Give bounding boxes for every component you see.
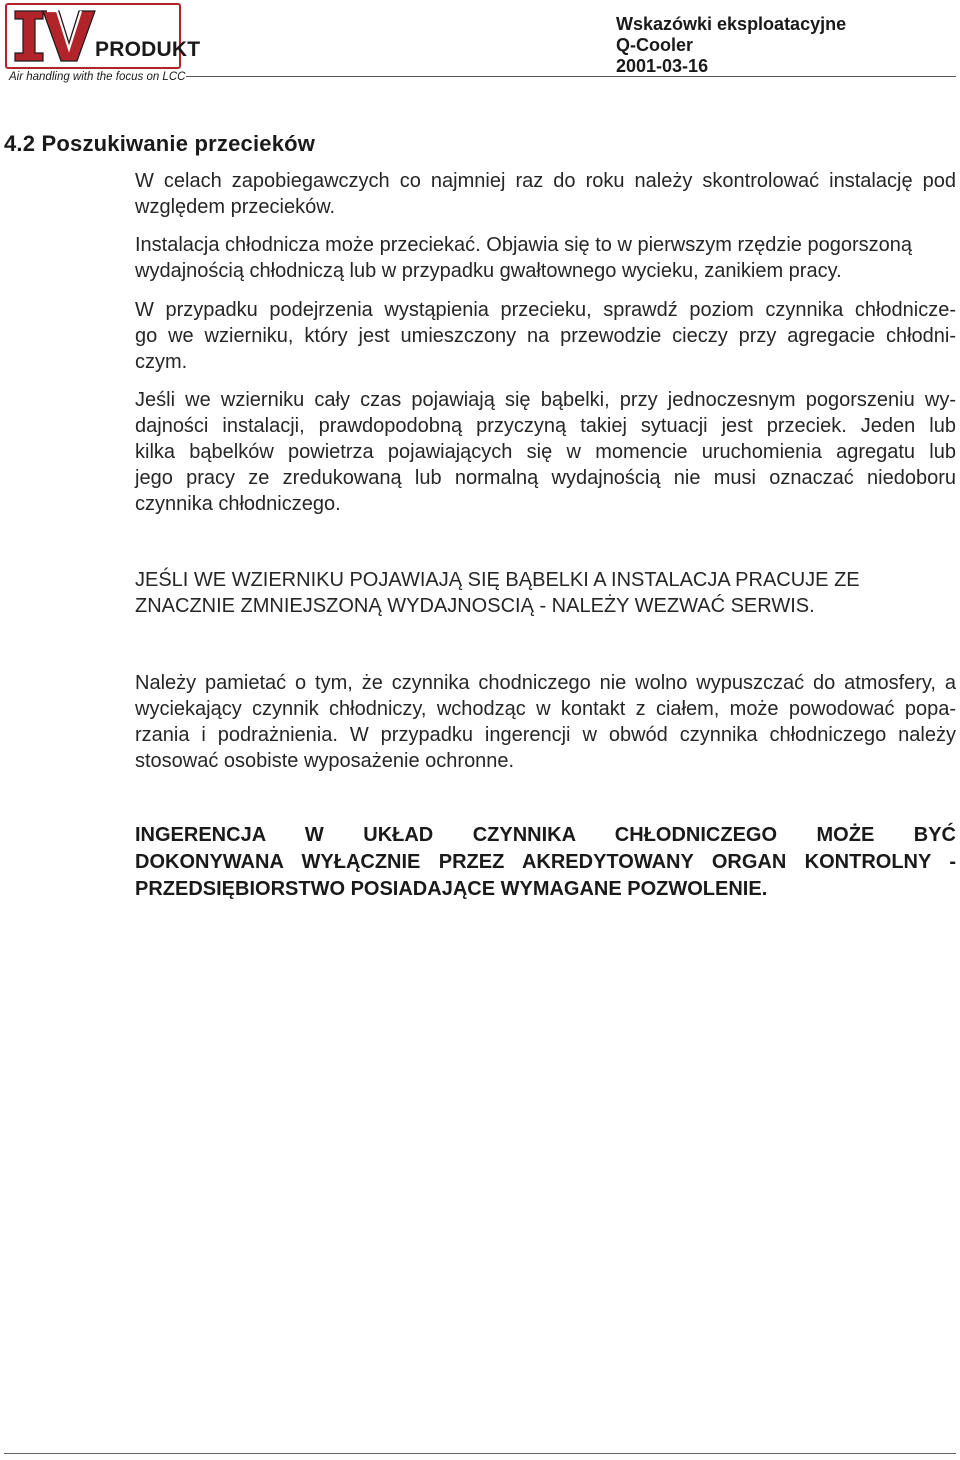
text-line: INGERENCJA W UKŁAD CZYNNIKA CHŁODNICZEGO MOŻE BYĆ bbox=[135, 824, 956, 846]
text-line: go we wzierniku, który jest umieszczony na przewodzie cieczy przy agregacie chłodni- bbox=[135, 325, 956, 347]
text-line: wyciekający czynnik chłodniczy, wchodząc w kontakt z ciałem, może powodować popa- bbox=[135, 698, 956, 720]
text-line: W przypadku podejrzenia wystąpienia przecieku, sprawdź poziom czynnika chłodnicze- bbox=[135, 299, 956, 321]
text-line: rzania i podrażnienia. W przypadku ingerencji w obwód czynnika chłodniczego należy bbox=[135, 724, 956, 746]
text-line: jego pracy ze zredukowaną lub normalną wydajnością nie musi oznaczać niedoboru bbox=[135, 467, 956, 489]
iv-logo-mark-icon bbox=[13, 9, 97, 63]
section-title: 4.2 Poszukiwanie przecieków bbox=[4, 131, 316, 156]
text-line: JEŚLI WE WZIERNIKU POJAWIAJĄ SIĘ BĄBELKI A INSTALACJA PRACUJE ZE bbox=[135, 569, 860, 591]
product-name: Q-Cooler bbox=[616, 35, 694, 55]
text-line: kilka bąbelków powietrza pojawiających się w momencie uruchomienia agregatu lub bbox=[135, 441, 956, 463]
text-line: stosować osobiste wyposażenie ochronne. bbox=[135, 750, 515, 772]
doc-title: Wskazówki eksploatacyjne bbox=[616, 14, 847, 34]
logo-frame bbox=[5, 3, 201, 69]
text-line: Instalacja chłodnicza może przeciekać. Objawia się to w pierwszym rzędzie pogorszoną bbox=[135, 234, 913, 256]
text-line: W celach zapobiegawczych co najmniej raz do roku należy skontrolować instalację pod bbox=[135, 170, 956, 192]
paragraph-sight-glass-check bbox=[135, 297, 956, 375]
paragraph-inspection bbox=[135, 168, 956, 220]
doc-date: 2001-03-16 bbox=[616, 56, 709, 76]
text-line: czynnika chłodniczego. bbox=[135, 493, 341, 515]
paragraph-bubbles bbox=[135, 387, 956, 517]
paragraph-authorized-warning bbox=[135, 822, 956, 903]
document-header-info bbox=[616, 14, 846, 77]
text-line: dajności instalacji, prawdopodobną przyczyną takiej sytuacji jest przeciek. Jeden lub bbox=[135, 415, 956, 437]
text-line: wydajnością chłodniczą lub w przypadku gwałtownego wycieku, zanikiem pracy. bbox=[135, 260, 842, 282]
text-line: DOKONYWANA WYŁĄCZNIE PRZEZ AKREDYTOWANY ORGAN KONTROLNY - bbox=[135, 851, 956, 873]
paragraph-leak-symptoms bbox=[135, 232, 956, 284]
text-line: ZNACZNIE ZMNIEJSZONĄ WYDAJNOSCIĄ - NALEŻY WEZWAĆ SERWIS. bbox=[135, 595, 815, 617]
paragraph-service-warning bbox=[135, 567, 956, 619]
text-line: czym. bbox=[135, 351, 188, 373]
text-line: Jeśli we wzierniku cały czas pojawiają się bąbelki, przy jednoczesnym pogorszeniu wy- bbox=[135, 389, 956, 411]
paragraph-safety bbox=[135, 670, 956, 774]
company-logo bbox=[5, 3, 201, 85]
logo-text: PRODUKT bbox=[95, 38, 201, 61]
text-line: Należy pamietać o tym, że czynnika chodniczego nie wolno wypuszczać do atmosfery, a bbox=[135, 672, 956, 694]
logo-tagline: Air handling with the focus on LCC bbox=[9, 71, 186, 83]
footer-divider bbox=[4, 1453, 956, 1454]
text-line: PRZEDSIĘBIORSTWO POSIADAJĄCE WYMAGANE POZWOLENIE. bbox=[135, 878, 768, 900]
text-line: względem przecieków. bbox=[135, 196, 336, 218]
